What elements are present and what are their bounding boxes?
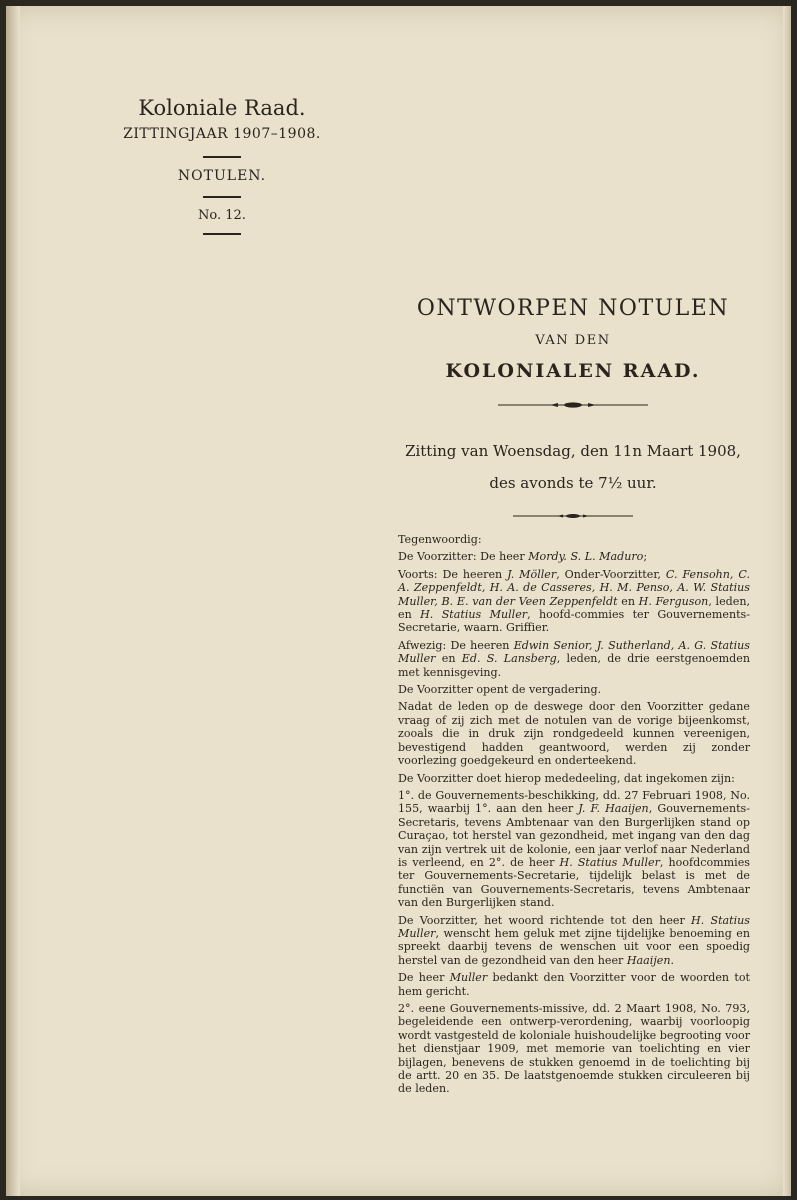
- text: , Onder-Voorzitter,: [556, 567, 666, 581]
- person-name: H. Statius Muller: [559, 855, 660, 869]
- divider: [203, 233, 241, 235]
- person-names: C. Fensohn, C. A. Zeppenfeldt, H. A. de Casseres, H. M. Penso, A. W. Statius Muller, B. E. van der Veen Zeppenfeldt: [398, 567, 750, 608]
- header-block: [72, 96, 372, 235]
- paragraph-thanks: [398, 971, 750, 998]
- person-name: Haaijen: [626, 953, 671, 967]
- text: en: [617, 594, 639, 608]
- person-name: H. Statius Muller: [398, 913, 750, 940]
- text: en: [435, 652, 462, 666]
- text: Afwezig: De heeren: [398, 638, 514, 652]
- text: , hoofdcommies ter Gouvernements-Secretarie, tijdelijk belast is met de functiën van Gouvernements-Secretaris, tevens Ambtenaar van den Burgerlijken stand.: [398, 855, 750, 910]
- council-title: KOLONIALEN RAAD.: [445, 360, 701, 382]
- text: ;: [643, 550, 648, 564]
- person-name: H. Ferguson: [638, 594, 709, 608]
- paragraph-attendance-heading: [398, 533, 750, 546]
- paragraph-absent: [398, 639, 750, 679]
- paragraph-announcements: [398, 772, 750, 785]
- text: Nadat de leden op de deswege door den Voorzitter gedane vraag of zij zich met de notulen van de vorige bijeenkomst, zooals die in druk zijn rondgedeeld kunnen vereenigen, bevestigend hadden geantwoord, werden zij zonder voorlezing goedgekeurd en onderteekend.: [398, 700, 750, 768]
- session-time: des avonds te 7½ uur.: [489, 474, 657, 492]
- person-name: J. F. Haaijen: [578, 802, 649, 816]
- section-title: NOTULEN.: [177, 168, 267, 184]
- session-year: ZITTINGJAAR 1907–1908.: [123, 126, 321, 142]
- text: De Voorzitter: De heer: [398, 550, 529, 564]
- text: bedankt den Voorzitter voor de woorden tot hem gericht.: [398, 971, 750, 998]
- council-name: Koloniale Raad.: [138, 96, 306, 120]
- session-date: Zitting van Woensdag, den 11n Maart 1908,: [405, 442, 741, 460]
- paragraph-present: [398, 568, 750, 635]
- paragraph-item-1: [398, 789, 750, 910]
- text: Voorts: De heeren: [398, 567, 508, 581]
- text: De Voorzitter doet hierop mededeeling, dat ingekomen zijn:: [398, 771, 735, 785]
- issue-number: No. 12.: [198, 208, 246, 223]
- ornament-divider-small: [513, 512, 633, 520]
- divider: [203, 156, 241, 158]
- text: 2°. eene Gouvernements-missive, dd. 2 Maart 1908, No. 793, begeleidende een ontwerp-verordening, waarbij voorloopig wordt vastgesteld de koloniale huishoudelijke begrooting voor het dienstjaar 1909, met memorie van toelichting en vier bijlagen, benevens de stukken genoemd in de toelichting bij de artt. 20 en 35. De laatstgenoemde stukken circuleeren bij de leden.: [398, 1002, 750, 1096]
- text: De heer: [398, 971, 450, 985]
- person-name: Mordy. S. L. Maduro: [528, 550, 644, 564]
- text: De Voorzitter, het woord richtende tot den heer: [398, 913, 692, 927]
- divider: [203, 196, 241, 198]
- document-title: ONTWORPEN NOTULEN: [416, 296, 730, 321]
- text: De Voorzitter opent de vergadering.: [398, 683, 602, 697]
- text: , hoofd-commies ter Gouvernements-Secretarie, waarn. Griffier.: [398, 608, 750, 635]
- binding-edge: [6, 6, 20, 1196]
- text: 1°. de Gouvernements-beschikking, dd. 27 Februari 1908, No. 155, waarbij 1°. aan den heer: [398, 788, 750, 816]
- paragraph-congratulation: [398, 914, 750, 968]
- text: .: [670, 953, 675, 967]
- text: , wenscht hem geluk met zijne tijdelijke benoeming en spreekt daarbij tevens de wenschen uit voor een spoedig herstel van de gezondheid van den heer: [398, 926, 750, 967]
- person-name: J. Möller: [507, 567, 557, 581]
- paragraph-previous-minutes: [398, 700, 750, 767]
- title-connector: VAN DEN: [535, 333, 611, 348]
- paragraph-opening: [398, 683, 750, 696]
- page-edge: [783, 6, 791, 1196]
- text: , leden, de drie eerstgenoemden met kennisgeving.: [398, 652, 750, 679]
- paragraph-chairman: [398, 550, 750, 563]
- minutes-body: [398, 533, 750, 1100]
- paragraph-item-2: [398, 1002, 750, 1096]
- title-block: [404, 296, 742, 524]
- text: Tegenwoordig:: [398, 533, 482, 546]
- ornament-divider: [498, 400, 648, 410]
- person-name: Ed. S. Lansberg: [461, 652, 557, 666]
- person-name: H. Statius Muller: [420, 608, 528, 622]
- text: , leden, en: [398, 594, 750, 622]
- person-name: Muller: [449, 971, 488, 985]
- document-page: [6, 6, 791, 1196]
- person-names: Edwin Senior, J. Sutherland, A. G. Statius Muller: [398, 638, 750, 666]
- text: , Gouvernements-Secretaris, tevens Ambtenaar van den Burgerlijken stand op Curaçao, tot herstel van gezondheid, met ingang van den dag van zijn vertrek uit de kolonie, een jaar verlof naar Nederland is verleend, en 2°. de heer: [398, 802, 750, 869]
